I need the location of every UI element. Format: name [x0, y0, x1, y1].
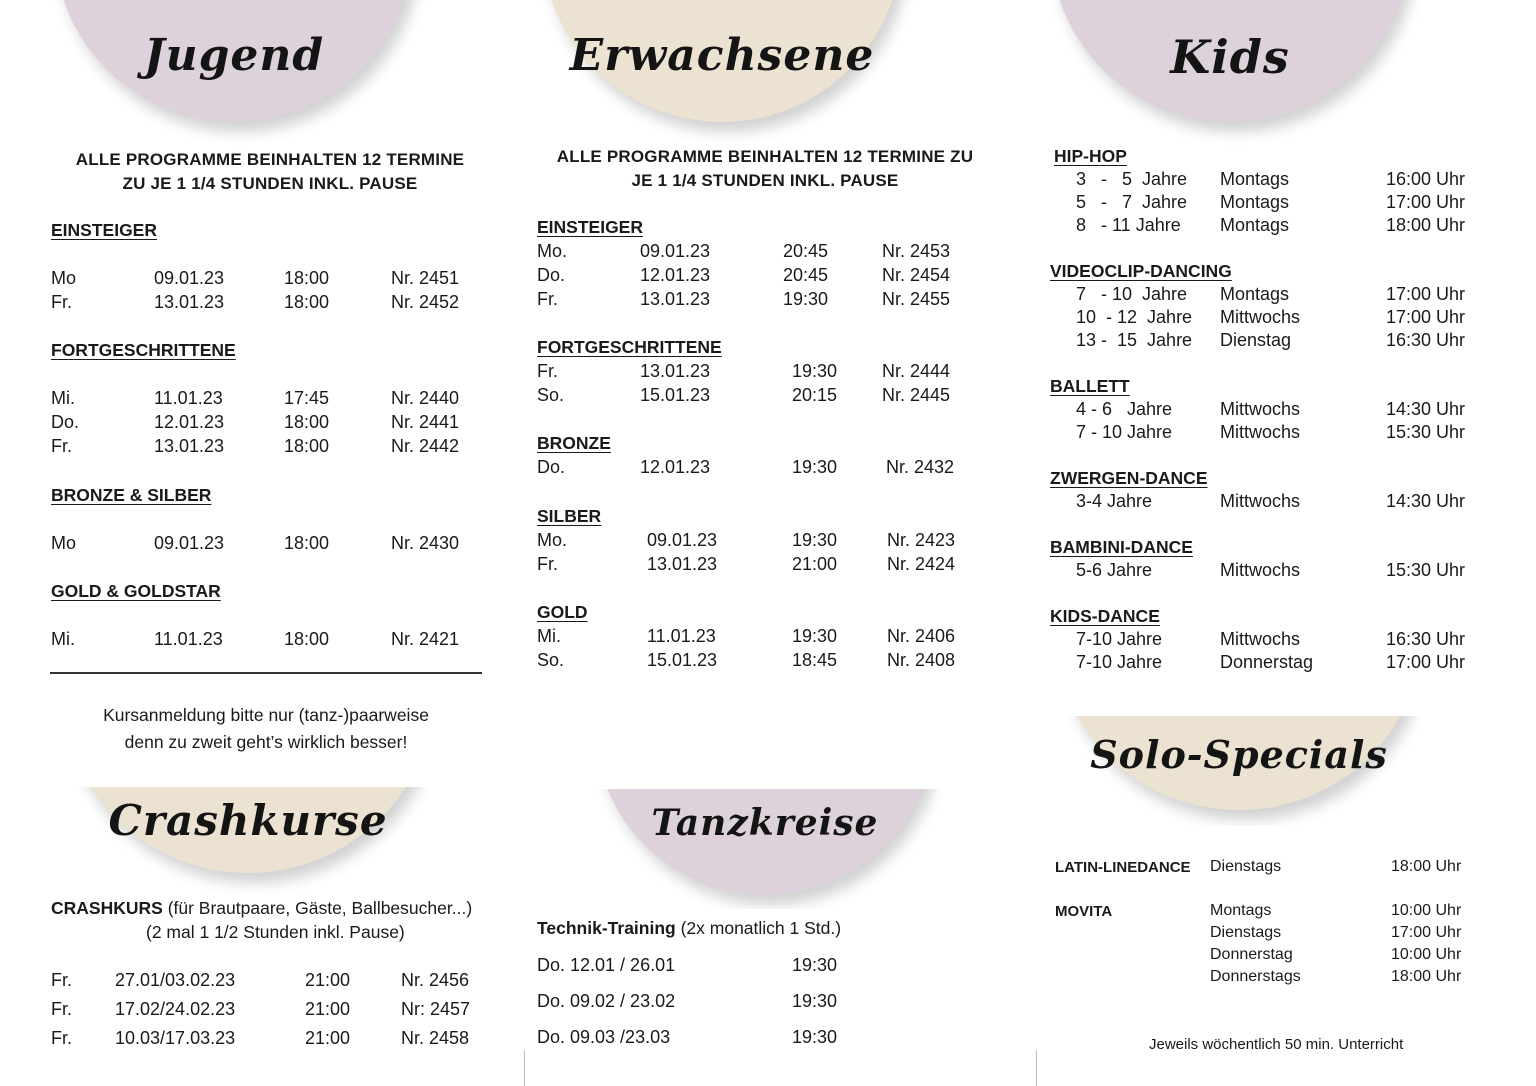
date: 13.01.23 — [640, 289, 711, 309]
time: 21:00 — [305, 999, 351, 1019]
time: 17:00 Uhr — [1386, 652, 1466, 672]
age-range: 7 - 10 Jahre — [1076, 284, 1188, 304]
solo-item-name: LATIN-LINEDANCE — [1055, 859, 1191, 876]
age-range: 3-4 Jahre — [1076, 491, 1153, 511]
dates: Do. 12.01 / 26.01 — [537, 955, 676, 975]
day: So. — [537, 650, 565, 670]
time: 18:00 — [284, 436, 330, 456]
age-range: 7 - 10 Jahre — [1076, 422, 1173, 442]
section-heading: GOLD & GOLDSTAR — [51, 581, 221, 601]
age-range: 5-6 Jahre — [1076, 560, 1153, 580]
weekday: Montags — [1220, 192, 1290, 212]
age-range: 5 - 7 Jahre — [1076, 192, 1188, 212]
time: 15:30 Uhr — [1386, 560, 1466, 580]
column-separator — [1036, 1050, 1037, 1086]
weekday: Mittwochs — [1220, 422, 1301, 442]
course-number: Nr. 2441 — [391, 412, 460, 432]
date: 11.01.23 — [154, 629, 223, 649]
time: 16:30 Uhr — [1386, 330, 1466, 350]
day: Mi. — [537, 626, 561, 646]
time: 19:30 — [792, 991, 838, 1011]
time: 20:45 — [783, 265, 829, 285]
weekday: Mittwochs — [1220, 629, 1301, 649]
time: 19:30 — [792, 361, 838, 381]
time: 21:00 — [305, 970, 351, 990]
day: Fr. — [51, 292, 72, 312]
course-number: Nr. 2408 — [887, 650, 956, 670]
column-separator — [524, 1050, 525, 1086]
weekday: Montags — [1220, 215, 1290, 235]
day: Fr. — [537, 361, 558, 381]
weekday: Montags — [1210, 902, 1272, 919]
day: Mo — [51, 533, 77, 553]
section-heading: KIDS-DANCE — [1050, 606, 1160, 626]
dates: 17.02/24.02.23 — [115, 999, 236, 1019]
course-number: Nr: 2457 — [401, 999, 471, 1019]
dates: 10.03/17.03.23 — [115, 1028, 236, 1048]
time: 18:00 — [284, 268, 330, 288]
note-line: ALLE PROGRAMME BEINHALTEN 12 TERMINE ZU — [556, 147, 974, 166]
weekday: Dienstag — [1220, 330, 1292, 350]
course-number: Nr. 2442 — [391, 436, 460, 456]
time: 19:30 — [792, 530, 838, 550]
date: 15.01.23 — [647, 650, 718, 670]
time: 20:15 — [792, 385, 838, 405]
weekday: Donnerstag — [1210, 946, 1293, 963]
day: Fr. — [51, 436, 72, 456]
course-number: Nr. 2453 — [882, 241, 951, 261]
date: 15.01.23 — [640, 385, 711, 405]
time: 10:00 Uhr — [1391, 902, 1462, 919]
course-number: Nr. 2452 — [391, 292, 460, 312]
section-heading: BRONZE & SILBER — [51, 485, 212, 505]
course-number: Nr. 2406 — [887, 626, 956, 646]
age-range: 13 - 15 Jahre — [1076, 330, 1193, 350]
day: Fr. — [51, 970, 72, 990]
section-heading: EINSTEIGER — [537, 217, 643, 237]
date: 09.01.23 — [154, 268, 225, 288]
weekday: Mittwochs — [1220, 399, 1301, 419]
technik-training-frequency: (2x monatlich 1 Std.) — [680, 918, 842, 938]
section-heading: EINSTEIGER — [51, 220, 157, 240]
date: 13.01.23 — [640, 361, 711, 381]
section-heading: BRONZE — [537, 433, 611, 453]
note-line: ZU JE 1 1/4 STUNDEN INKL. PAUSE — [122, 174, 418, 193]
erwachsene-title: Erwachsene — [569, 30, 875, 81]
note-line: ALLE PROGRAMME BEINHALTEN 12 TERMINE — [75, 150, 465, 169]
age-range: 10 - 12 Jahre — [1076, 307, 1193, 327]
time: 19:30 — [792, 626, 838, 646]
dates: Do. 09.02 / 23.02 — [537, 991, 676, 1011]
date: 09.01.23 — [640, 241, 711, 261]
weekday: Donnerstags — [1210, 968, 1301, 985]
date: 13.01.23 — [154, 436, 225, 456]
section-heading: BALLETT — [1050, 376, 1130, 396]
time: 10:00 Uhr — [1391, 946, 1462, 963]
date: 11.01.23 — [647, 626, 716, 646]
day: Do. — [537, 265, 566, 285]
course-number: Nr. 2445 — [882, 385, 951, 405]
day: Mi. — [51, 629, 75, 649]
date: 09.01.23 — [154, 533, 225, 553]
weekday: Mittwochs — [1220, 560, 1301, 580]
time: 18:00 Uhr — [1391, 858, 1462, 875]
time: 19:30 — [792, 1027, 838, 1047]
weekday: Montags — [1220, 284, 1290, 304]
section-heading: ZWERGEN-DANCE — [1050, 468, 1208, 488]
crashkurs-heading — [51, 898, 472, 919]
time: 17:00 Uhr — [1386, 284, 1466, 304]
time: 17:00 Uhr — [1386, 192, 1466, 212]
age-range: 4 - 6 Jahre — [1076, 399, 1173, 419]
weekday: Dienstags — [1210, 858, 1282, 875]
section-heading: HIP-HOP — [1054, 146, 1127, 166]
time: 16:00 Uhr — [1386, 169, 1466, 189]
course-number: Nr. 2421 — [391, 629, 460, 649]
day: Fr. — [537, 289, 558, 309]
section-heading: VIDEOCLIP-DANCING — [1050, 261, 1232, 281]
date: 13.01.23 — [647, 554, 718, 574]
section-heading: FORTGESCHRITTENE — [537, 337, 722, 357]
weekday: Donnerstag — [1220, 652, 1314, 672]
weekday: Montags — [1220, 169, 1290, 189]
time: 17:00 Uhr — [1391, 924, 1462, 941]
tanzkreise-title: Tanzkreise — [651, 802, 879, 844]
section-heading: SILBER — [537, 506, 602, 526]
date: 09.01.23 — [647, 530, 718, 550]
day: Fr. — [537, 554, 558, 574]
weekday: Mittwochs — [1220, 491, 1301, 511]
time: 18:00 — [284, 292, 330, 312]
time: 18:45 — [792, 650, 838, 670]
day: Mo. — [537, 530, 568, 550]
date: 11.01.23 — [154, 388, 223, 408]
note-line: Kursanmeldung bitte nur (tanz-)paarweise — [103, 705, 429, 725]
time: 18:00 — [284, 412, 330, 432]
course-number: Nr. 2451 — [391, 268, 460, 288]
crashkurs-audience: (für Brautpaare, Gäste, Ballbesucher...) — [167, 898, 473, 918]
day: Mo. — [537, 241, 568, 261]
time: 19:30 — [783, 289, 829, 309]
course-number: Nr. 2455 — [882, 289, 951, 309]
solo-footer-note: Jeweils wöchentlich 50 min. Unterricht — [1149, 1036, 1404, 1053]
weekday: Mittwochs — [1220, 307, 1301, 327]
divider — [50, 672, 482, 674]
solo-title: Solo-Specials — [1090, 732, 1388, 777]
time: 18:00 — [284, 533, 330, 553]
time: 20:45 — [783, 241, 829, 261]
crashkurs-subheading: (2 mal 1 1/2 Stunden inkl. Pause) — [146, 922, 405, 942]
crashkurs-label: CRASHKURS — [51, 898, 163, 918]
registration-note — [50, 702, 482, 756]
time: 14:30 Uhr — [1386, 399, 1466, 419]
day: Do. — [537, 457, 566, 477]
course-number: Nr. 2440 — [391, 388, 460, 408]
technik-training-heading — [537, 918, 841, 939]
day: Mi. — [51, 388, 75, 408]
date: 12.01.23 — [640, 265, 711, 285]
crashkurse-title: Crashkurse — [108, 796, 388, 845]
day: Mo — [51, 268, 77, 288]
section-heading: FORTGESCHRITTENE — [51, 340, 236, 360]
jugend-program-note — [50, 148, 490, 196]
dates: 27.01/03.02.23 — [115, 970, 236, 990]
course-number: Nr. 2454 — [882, 265, 951, 285]
section-heading: GOLD — [537, 602, 588, 622]
age-range: 3 - 5 Jahre — [1076, 169, 1188, 189]
time: 21:00 — [792, 554, 838, 574]
time: 19:30 — [792, 457, 838, 477]
erwachsene-program-note — [530, 145, 1000, 193]
section-heading: BAMBINI-DANCE — [1050, 537, 1193, 557]
date: 13.01.23 — [154, 292, 225, 312]
age-range: 7-10 Jahre — [1076, 652, 1163, 672]
age-range: 7-10 Jahre — [1076, 629, 1163, 649]
course-number: Nr. 2444 — [882, 361, 951, 381]
age-range: 8 - 11 Jahre — [1076, 215, 1181, 235]
course-number: Nr. 2432 — [886, 457, 955, 477]
time: 17:00 Uhr — [1386, 307, 1466, 327]
time: 18:00 Uhr — [1391, 968, 1462, 985]
course-number: Nr. 2423 — [887, 530, 956, 550]
course-number: Nr. 2424 — [887, 554, 956, 574]
solo-item-name: MOVITA — [1055, 903, 1113, 920]
time: 14:30 Uhr — [1386, 491, 1466, 511]
date: 12.01.23 — [154, 412, 225, 432]
time: 18:00 — [284, 629, 330, 649]
note-line: denn zu zweit geht’s wirklich besser! — [124, 732, 408, 752]
time: 16:30 Uhr — [1386, 629, 1466, 649]
time: 17:45 — [284, 388, 330, 408]
day: Fr. — [51, 999, 72, 1019]
time: 19:30 — [792, 955, 838, 975]
day: So. — [537, 385, 565, 405]
time: 18:00 Uhr — [1386, 215, 1466, 235]
kids-title: Kids — [1170, 30, 1290, 84]
course-number: Nr. 2458 — [401, 1028, 470, 1048]
time: 21:00 — [305, 1028, 351, 1048]
day: Fr. — [51, 1028, 72, 1048]
dates: Do. 09.03 /23.03 — [537, 1027, 671, 1047]
course-number: Nr. 2456 — [401, 970, 470, 990]
day: Do. — [51, 412, 80, 432]
note-line: JE 1 1/4 STUNDEN INKL. PAUSE — [631, 171, 899, 190]
weekday: Dienstags — [1210, 924, 1282, 941]
date: 12.01.23 — [640, 457, 711, 477]
time: 15:30 Uhr — [1386, 422, 1466, 442]
course-number: Nr. 2430 — [391, 533, 460, 553]
jugend-title: Jugend — [143, 30, 325, 81]
technik-training-label: Technik-Training — [537, 918, 676, 938]
